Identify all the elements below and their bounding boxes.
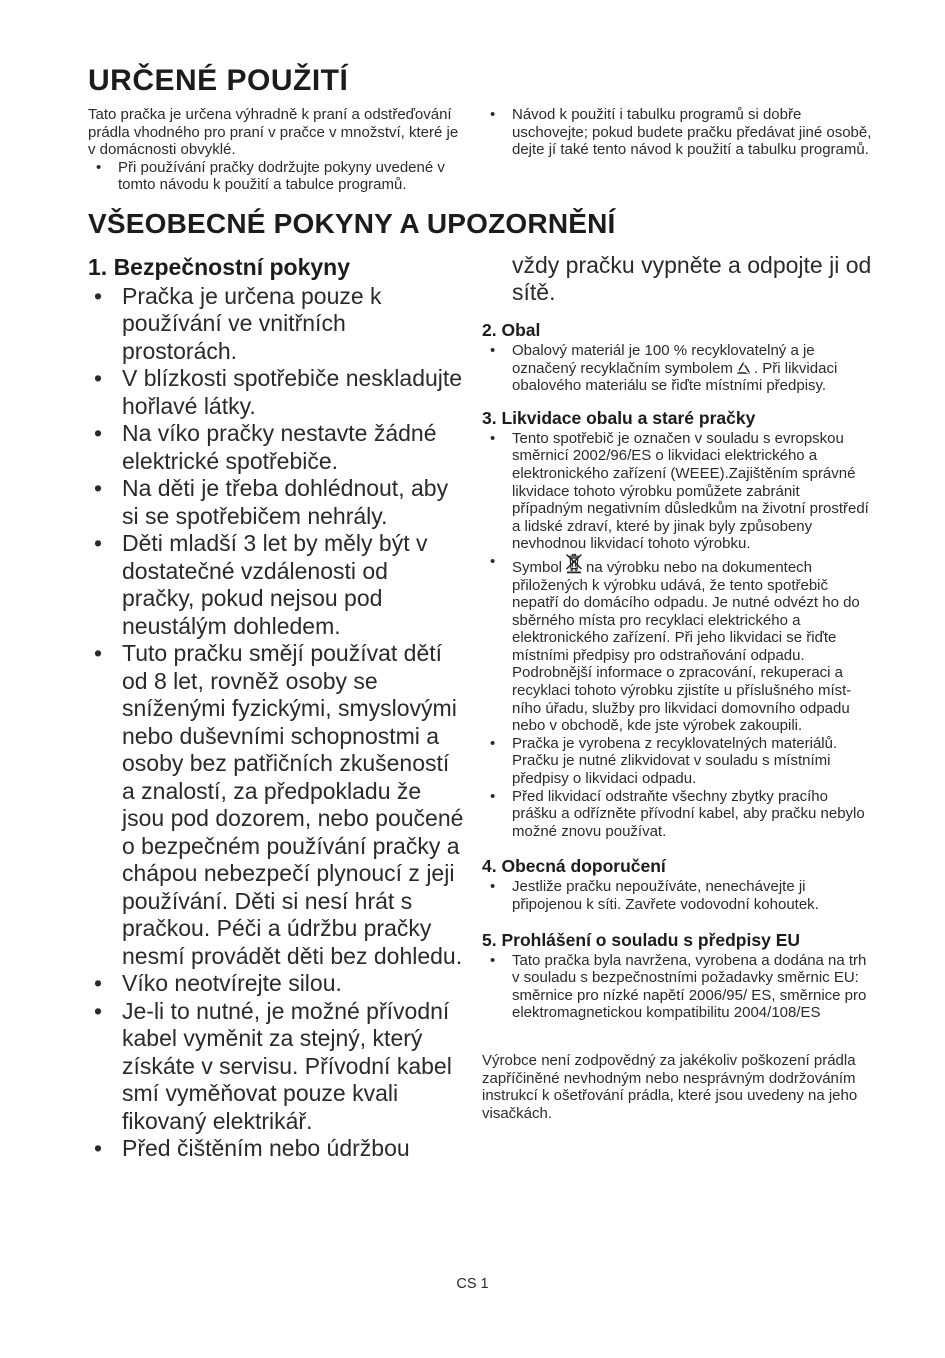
intended-use-intro: Tato pračka je určena výhradně k praní a odstřeďování prádla vhodného pro praní v pračce v množství, které je v domácnosti obvyklé.: [88, 106, 459, 159]
list-item: [482, 553, 873, 735]
list-item: • Před čištěním nebo údržbou: [88, 1135, 466, 1163]
list-item: • Je-li to nutné, je možné přívodní kabel vyměnit za stejný, který získáte v servisu. Přívodní kabel smí vyměňovat pouze kvali fikovaný elektrikář.: [88, 998, 466, 1136]
list-item: • Tuto pračku smějí používat dětí od 8 let, rovněž osoby se sníženými fyzickými, smyslovými nebo duševními schopnostmi a osoby bez patřičních zkušeností a znalostí, za předpokladu že jsou pod dozorem, nebo poučené o bezpečném používání pračky a chápou nebezpečí plynoucí z jeji používání. Děti si nesí hrát s pračkou. Péči a údržbu pračky nesmí provádět děti bez dohledu.: [88, 640, 466, 970]
section1-continuation: vždy pračku vypněte a odpojte ji od sítě.: [512, 251, 872, 306]
section3-bullet-text: Symbol: [512, 558, 563, 576]
safety-bullet-list: [88, 283, 466, 1163]
crossed-out-wheeled-bin-icon: [565, 553, 583, 574]
intended-use-section: [88, 64, 873, 194]
recycle-triangle-icon: [736, 361, 751, 375]
list-item: • Víko neotvírejte silou.: [88, 970, 466, 998]
section2-bullet-text: . Při likvidaci obalového materiálu se řiďte místními předpisy.: [512, 359, 838, 395]
section4-heading: 4. Obecná doporučení: [482, 856, 666, 877]
list-item: • Před likvidací odstraňte všechny zbytky pracího prášku a odřízněte přívodní kabel, aby pračku nebylo možné znovu používat.: [482, 788, 873, 841]
section2-heading: 2. Obal: [482, 319, 541, 340]
list-item: • Návod k použití i tabulku programů si dobře uschovejte; pokud budete pračku předávat jiné osobě, dejte jí také tento návod k použití a tabulku programů.: [482, 106, 873, 159]
list-item: • V blízkosti spotřebiče neskladujte hořlavé látky.: [88, 365, 466, 420]
list-item: • Tento spotřebič je označen v souladu s evropskou směrnicí 2002/96/ES o likvidaci elektrického a elektronického zařízení (WEEE).Zajištěním správné likvidace tohoto výrobku pomůžete zabránit případným negativním důsledkům na životní prostředí a lidské zdraví, které by jinak byly způsobeny nevhodnou likvidací tohoto výrobku.: [482, 430, 873, 553]
list-item: • Při používání pračky dodržujte pokyny uvedené v tomto návodu k použití a tabulce programů.: [88, 159, 466, 194]
section1-heading: 1. Bezpečnostní pokyny: [88, 253, 351, 280]
list-item: • Na víko pračky nestavte žádné elektrické spotřebiče.: [88, 420, 466, 475]
manufacturer-disclaimer: Výrobce není zodpovědný za jakékoliv poškození prádla zapříčiněné nevhodným nebo nesprávným dodržováním instrukcí k ošetřování prádla, které jsou uvedeny na jeho visačkách.: [482, 1051, 858, 1122]
list-item: • Pračka je určena pouze k používání ve vnitřních prostorách.: [88, 283, 466, 366]
section2-bullet-text: Obalový materiál je 100 % recyklovatelný a je označený recyklačním symbolem: [512, 341, 815, 377]
section5-heading: 5. Prohlášení o souladu s předpisy EU: [482, 929, 800, 950]
list-item: • Děti mladší 3 let by měly být v dostatečné vzdálenosti od pračky, pokud nejsou pod neustálým dohledem.: [88, 530, 466, 640]
section3-bullet-text: na výrobku nebo na dokumentech přiložených k výrobku udává, že tento spotřebič nepatří do domácího odpadu. Je nutné odvézt ho do sběrného místa pro recyklaci elektrického a elektronického zařízení. Při jeho likvidaci se řiďte místními předpisy pro odstraňování odpadu. Podrobnější informace o zpracování, rekuperaci a recyklaci tohoto výrobku zjistíte u příslušného míst-ního úřadu, služby pro likvidaci domovního odpadu nebo v obchodě, kde jste výrobek zakoupili.: [512, 558, 860, 735]
general-warnings-title: VŠEOBECNÉ POKYNY A UPOZORNĚNÍ: [88, 207, 616, 239]
list-item: • Jestliže pračku nepoužíváte, nenechávejte ji připojenou k síti. Zavřete vodovodní kohoutek.: [482, 878, 873, 913]
intended-use-title: URČENÉ POUŽITÍ: [88, 64, 349, 97]
list-item: • Pračka je vyrobena z recyklovatelných materiálů. Pračku je nutné zlikvidovat v souladu s místními předpisy o likvidaci odpadu.: [482, 735, 873, 788]
page-number: CS 1: [456, 1276, 489, 1292]
list-item: • Na děti je třeba dohlédnout, aby si se spotřebičem nehrály.: [88, 475, 466, 530]
list-item: [482, 342, 873, 395]
list-item: • Tato pračka byla navržena, vyrobena a dodána na trh v souladu s bezpečnostními požadavky směrnic EU: směrnice pro nízké napětí 2006/95/ ES, směrnice pro elektromagnetickou kompatibilitu 2004/108/ES: [482, 952, 873, 1022]
section3-heading: 3. Likvidace obalu a staré pračky: [482, 407, 756, 428]
